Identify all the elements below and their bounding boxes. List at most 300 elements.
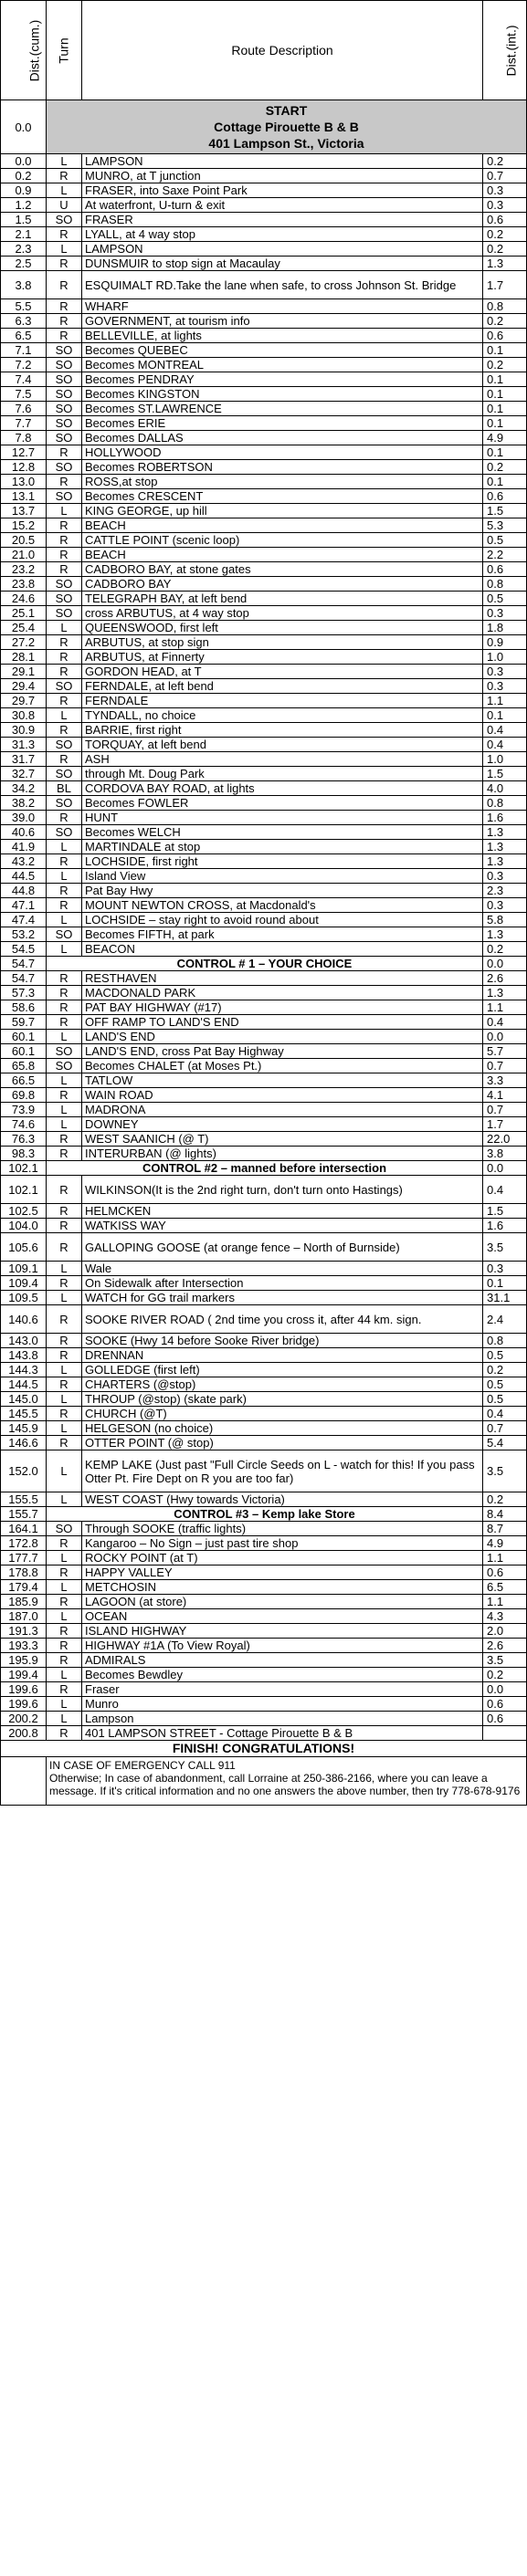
cum-distance: 44.5 <box>1 869 47 884</box>
turn-direction: R <box>47 884 82 898</box>
interval-distance: 0.6 <box>483 1712 527 1726</box>
route-row <box>1 1624 527 1639</box>
turn-direction: R <box>47 299 82 314</box>
route-description: WAIN ROAD <box>82 1088 483 1103</box>
route-description: SOOKE RIVER ROAD ( 2nd time you cross it, after 44 km. sign. <box>82 1305 483 1334</box>
route-description: FRASER <box>82 213 483 227</box>
route-row <box>1 504 527 518</box>
start-cell <box>47 100 527 154</box>
route-description: TATLOW <box>82 1073 483 1088</box>
interval-distance: 3.5 <box>483 1233 527 1262</box>
interval-distance: 1.5 <box>483 767 527 781</box>
route-description: ARBUTUS, at Finnerty <box>82 650 483 665</box>
cum-distance: 27.2 <box>1 635 47 650</box>
cum-distance: 199.6 <box>1 1697 47 1712</box>
turn-direction: R <box>47 445 82 460</box>
route-row <box>1 1000 527 1015</box>
interval-distance: 0.4 <box>483 738 527 752</box>
turn-direction: L <box>47 1668 82 1682</box>
turn-direction: L <box>47 1073 82 1088</box>
turn-direction: SO <box>47 738 82 752</box>
route-description: LAMPSON <box>82 242 483 257</box>
interval-distance: 0.4 <box>483 723 527 738</box>
route-description: Fraser <box>82 1682 483 1697</box>
interval-distance: 0.6 <box>483 213 527 227</box>
interval-distance: 6.5 <box>483 1580 527 1595</box>
route-row <box>1 213 527 227</box>
route-row <box>1 1726 527 1741</box>
cum-distance: 102.1 <box>1 1161 47 1176</box>
turn-direction: R <box>47 986 82 1000</box>
route-row <box>1 1492 527 1507</box>
route-row <box>1 489 527 504</box>
turn-direction: R <box>47 329 82 343</box>
turn-direction: R <box>47 533 82 548</box>
route-description: HAPPY VALLEY <box>82 1565 483 1580</box>
cum-distance: 54.5 <box>1 942 47 957</box>
cum-distance: 54.7 <box>1 957 47 971</box>
route-description: On Sidewalk after Intersection <box>82 1276 483 1291</box>
route-row <box>1 606 527 621</box>
turn-direction: R <box>47 1132 82 1147</box>
interval-distance: 0.2 <box>483 154 527 169</box>
cum-distance: 7.1 <box>1 343 47 358</box>
cum-distance: 193.3 <box>1 1639 47 1653</box>
cum-distance: 30.9 <box>1 723 47 738</box>
interval-distance: 0.2 <box>483 942 527 957</box>
route-row <box>1 913 527 927</box>
route-row <box>1 971 527 986</box>
route-row <box>1 884 527 898</box>
route-row <box>1 1147 527 1161</box>
interval-distance: 0.9 <box>483 635 527 650</box>
route-description: Island View <box>82 869 483 884</box>
route-description: Becomes KINGSTON <box>82 387 483 402</box>
cum-distance: 7.4 <box>1 372 47 387</box>
turn-direction: SO <box>47 767 82 781</box>
route-description: CATTLE POINT (scenic loop) <box>82 533 483 548</box>
turn-direction: R <box>47 1348 82 1363</box>
cum-distance: 1.5 <box>1 213 47 227</box>
control-checkpoint: CONTROL #2 – manned before intersection <box>47 1161 483 1176</box>
turn-direction: R <box>47 1639 82 1653</box>
cum-distance: 98.3 <box>1 1147 47 1161</box>
interval-distance: 0.3 <box>483 898 527 913</box>
route-row <box>1 811 527 825</box>
cum-distance: 57.3 <box>1 986 47 1000</box>
cum-distance: 20.5 <box>1 533 47 548</box>
turn-direction: R <box>47 635 82 650</box>
route-row <box>1 460 527 475</box>
route-row <box>1 1565 527 1580</box>
cum-distance: 7.8 <box>1 431 47 445</box>
route-description: TYNDALL, no choice <box>82 708 483 723</box>
route-row <box>1 577 527 592</box>
turn-direction: R <box>47 1436 82 1450</box>
route-description: OFF RAMP TO LAND'S END <box>82 1015 483 1030</box>
interval-distance: 31.1 <box>483 1291 527 1305</box>
route-description: WILKINSON(It is the 2nd right turn, don't turn onto Hastings) <box>82 1176 483 1204</box>
route-row <box>1 1377 527 1392</box>
route-description: QUEENSWOOD, first left <box>82 621 483 635</box>
cum-distance: 31.3 <box>1 738 47 752</box>
interval-distance: 0.0 <box>483 1682 527 1697</box>
interval-distance: 0.2 <box>483 1668 527 1682</box>
interval-distance: 0.1 <box>483 475 527 489</box>
route-description: LAGOON (at store) <box>82 1595 483 1609</box>
interval-distance: 0.3 <box>483 665 527 679</box>
route-description: BELLEVILLE, at lights <box>82 329 483 343</box>
interval-distance: 8.4 <box>483 1507 527 1522</box>
interval-distance: 0.8 <box>483 577 527 592</box>
cum-distance: 199.4 <box>1 1668 47 1682</box>
route-description: PAT BAY HIGHWAY (#17) <box>82 1000 483 1015</box>
route-description: LOCHSIDE – stay right to avoid round about <box>82 913 483 927</box>
route-description: GOVERNMENT, at tourism info <box>82 314 483 329</box>
cum-distance: 152.0 <box>1 1450 47 1492</box>
route-description: Wale <box>82 1262 483 1276</box>
cum-distance: 146.6 <box>1 1436 47 1450</box>
route-row <box>1 1059 527 1073</box>
cum-distance: 23.8 <box>1 577 47 592</box>
route-row <box>1 1262 527 1276</box>
cum-distance: 144.5 <box>1 1377 47 1392</box>
route-row <box>1 387 527 402</box>
route-row <box>1 562 527 577</box>
interval-distance: 1.1 <box>483 694 527 708</box>
finish-text: FINISH! CONGRATULATIONS! <box>1 1741 527 1757</box>
route-row <box>1 475 527 489</box>
start-row <box>1 100 527 154</box>
route-row <box>1 372 527 387</box>
route-description: Becomes FOWLER <box>82 796 483 811</box>
cum-distance: 65.8 <box>1 1059 47 1073</box>
route-description: CADBORO BAY, at stone gates <box>82 562 483 577</box>
interval-distance: 2.2 <box>483 548 527 562</box>
cum-distance: 104.0 <box>1 1219 47 1233</box>
cum-distance: 102.5 <box>1 1204 47 1219</box>
turn-direction: R <box>47 227 82 242</box>
route-row <box>1 1551 527 1565</box>
interval-distance: 0.2 <box>483 314 527 329</box>
start-title: START <box>265 103 308 118</box>
route-description: TELEGRAPH BAY, at left bend <box>82 592 483 606</box>
route-description: BEACH <box>82 518 483 533</box>
turn-direction: R <box>47 1276 82 1291</box>
route-description: KING GEORGE, up hill <box>82 504 483 518</box>
route-description: FERNDALE, at left bend <box>82 679 483 694</box>
turn-direction: SO <box>47 402 82 416</box>
cum-distance: 7.6 <box>1 402 47 416</box>
route-description: BEACON <box>82 942 483 957</box>
cum-distance: 0.9 <box>1 183 47 198</box>
interval-distance: 0.6 <box>483 329 527 343</box>
cum-distance: 32.7 <box>1 767 47 781</box>
cum-distance: 41.9 <box>1 840 47 854</box>
cum-distance: 144.3 <box>1 1363 47 1377</box>
route-row <box>1 1088 527 1103</box>
cum-distance: 185.9 <box>1 1595 47 1609</box>
interval-distance: 0.4 <box>483 1407 527 1421</box>
route-row <box>1 650 527 665</box>
route-description: MADRONA <box>82 1103 483 1117</box>
start-address: 401 Lampson St., Victoria <box>208 136 364 151</box>
route-description: Becomes QUEBEC <box>82 343 483 358</box>
header-row <box>1 1 527 100</box>
route-description: LOCHSIDE, first right <box>82 854 483 869</box>
cum-distance: 58.6 <box>1 1000 47 1015</box>
route-description: Becomes PENDRAY <box>82 372 483 387</box>
route-row <box>1 358 527 372</box>
route-description: ROSS,at stop <box>82 475 483 489</box>
route-description: MUNRO, at T junction <box>82 169 483 183</box>
cum-distance: 155.7 <box>1 1507 47 1522</box>
turn-direction: R <box>47 271 82 299</box>
route-description: HOLLYWOOD <box>82 445 483 460</box>
interval-distance: 5.3 <box>483 518 527 533</box>
route-row <box>1 299 527 314</box>
turn-direction: SO <box>47 796 82 811</box>
route-description: ARBUTUS, at stop sign <box>82 635 483 650</box>
interval-distance: 1.7 <box>483 1117 527 1132</box>
cum-distance: 7.5 <box>1 387 47 402</box>
route-row <box>1 840 527 854</box>
cum-distance: 21.0 <box>1 548 47 562</box>
cum-distance: 2.1 <box>1 227 47 242</box>
route-row <box>1 752 527 767</box>
route-row <box>1 329 527 343</box>
turn-direction: SO <box>47 460 82 475</box>
turn-direction: SO <box>47 679 82 694</box>
interval-distance: 4.0 <box>483 781 527 796</box>
route-description: THROUP (@stop) (skate park) <box>82 1392 483 1407</box>
interval-distance: 22.0 <box>483 1132 527 1147</box>
interval-distance: 0.8 <box>483 299 527 314</box>
turn-direction: SO <box>47 577 82 592</box>
interval-distance: 0.0 <box>483 1030 527 1044</box>
cum-distance: 59.7 <box>1 1015 47 1030</box>
turn-direction: U <box>47 198 82 213</box>
route-row <box>1 169 527 183</box>
route-row <box>1 1392 527 1407</box>
interval-distance: 0.8 <box>483 796 527 811</box>
control-checkpoint: CONTROL # 1 – YOUR CHOICE <box>47 957 483 971</box>
cum-distance: 34.2 <box>1 781 47 796</box>
turn-direction: R <box>47 723 82 738</box>
turn-direction: L <box>47 1262 82 1276</box>
turn-direction: R <box>47 665 82 679</box>
cum-distance: 28.1 <box>1 650 47 665</box>
interval-distance: 0.2 <box>483 1492 527 1507</box>
control-checkpoint: CONTROL #3 – Kemp lake Store <box>47 1507 483 1522</box>
turn-direction: R <box>47 1565 82 1580</box>
turn-direction: L <box>47 708 82 723</box>
turn-direction: R <box>47 1624 82 1639</box>
route-row <box>1 1103 527 1117</box>
turn-direction: L <box>47 621 82 635</box>
route-row <box>1 257 527 271</box>
route-row <box>1 592 527 606</box>
route-row <box>1 869 527 884</box>
turn-direction: R <box>47 898 82 913</box>
interval-distance: 0.1 <box>483 445 527 460</box>
route-row <box>1 927 527 942</box>
interval-distance: 0.5 <box>483 592 527 606</box>
cum-distance: 60.1 <box>1 1044 47 1059</box>
interval-distance: 1.3 <box>483 257 527 271</box>
turn-direction: L <box>47 504 82 518</box>
route-row <box>1 1536 527 1551</box>
cum-distance: 143.8 <box>1 1348 47 1363</box>
interval-distance: 0.1 <box>483 1276 527 1291</box>
cum-distance: 29.7 <box>1 694 47 708</box>
route-row <box>1 1712 527 1726</box>
route-row <box>1 1609 527 1624</box>
route-description: CADBORO BAY <box>82 577 483 592</box>
interval-distance: 1.5 <box>483 504 527 518</box>
route-description: Becomes Bewdley <box>82 1668 483 1682</box>
cum-distance: 38.2 <box>1 796 47 811</box>
turn-direction: L <box>47 1117 82 1132</box>
turn-direction: L <box>47 1363 82 1377</box>
turn-direction: L <box>47 942 82 957</box>
turn-direction: R <box>47 1204 82 1219</box>
route-description: WEST COAST (Hwy towards Victoria) <box>82 1492 483 1507</box>
cum-distance: 15.2 <box>1 518 47 533</box>
cum-distance: 73.9 <box>1 1103 47 1117</box>
turn-direction: L <box>47 242 82 257</box>
route-description: KEMP LAKE (Just past "Full Circle Seeds on L - watch for this! If you pass Otter Pt. Fire Dept on R you are too far) <box>82 1450 483 1492</box>
cum-distance: 25.1 <box>1 606 47 621</box>
interval-distance: 1.7 <box>483 271 527 299</box>
turn-direction: L <box>47 1392 82 1407</box>
cum-distance: 30.8 <box>1 708 47 723</box>
interval-distance: 0.3 <box>483 198 527 213</box>
cum-distance: 43.2 <box>1 854 47 869</box>
cum-distance: 0.0 <box>1 154 47 169</box>
route-description: ASH <box>82 752 483 767</box>
interval-distance: 1.3 <box>483 986 527 1000</box>
route-description: GALLOPING GOOSE (at orange fence – North of Burnside) <box>82 1233 483 1262</box>
turn-direction: R <box>47 1233 82 1262</box>
interval-distance: 0.5 <box>483 1348 527 1363</box>
route-row <box>1 533 527 548</box>
route-row <box>1 665 527 679</box>
route-description: ESQUIMALT RD.Take the lane when safe, to cross Johnson St. Bridge <box>82 271 483 299</box>
header-route-description: Route Description <box>82 1 483 100</box>
route-description: ROCKY POINT (at T) <box>82 1551 483 1565</box>
interval-distance: 1.1 <box>483 1595 527 1609</box>
cum-distance: 29.4 <box>1 679 47 694</box>
turn-direction: L <box>47 913 82 927</box>
cum-distance: 199.6 <box>1 1682 47 1697</box>
route-row <box>1 825 527 840</box>
interval-distance: 0.4 <box>483 1015 527 1030</box>
route-row <box>1 957 527 971</box>
turn-direction: L <box>47 1421 82 1436</box>
turn-direction: L <box>47 1030 82 1044</box>
turn-direction: R <box>47 694 82 708</box>
route-row <box>1 343 527 358</box>
interval-distance: 0.1 <box>483 708 527 723</box>
interval-distance: 1.1 <box>483 1000 527 1015</box>
route-description: Kangaroo – No Sign – just past tire shop <box>82 1536 483 1551</box>
interval-distance: 3.8 <box>483 1147 527 1161</box>
turn-direction: L <box>47 1712 82 1726</box>
route-description: OCEAN <box>82 1609 483 1624</box>
interval-distance: 1.3 <box>483 840 527 854</box>
interval-distance: 2.3 <box>483 884 527 898</box>
route-description: FRASER, into Saxe Point Park <box>82 183 483 198</box>
route-description: LYALL, at 4 way stop <box>82 227 483 242</box>
turn-direction: R <box>47 1653 82 1668</box>
route-description: CHURCH (@T) <box>82 1407 483 1421</box>
route-row <box>1 1132 527 1147</box>
interval-distance: 0.1 <box>483 402 527 416</box>
route-row <box>1 1015 527 1030</box>
route-description: GORDON HEAD, at T <box>82 665 483 679</box>
turn-direction: R <box>47 1595 82 1609</box>
turn-direction: R <box>47 1176 82 1204</box>
route-description: DOWNEY <box>82 1117 483 1132</box>
cum-distance: 2.3 <box>1 242 47 257</box>
interval-distance: 1.0 <box>483 650 527 665</box>
turn-direction: R <box>47 650 82 665</box>
route-row <box>1 1507 527 1522</box>
turn-direction: R <box>47 1147 82 1161</box>
route-description: CHARTERS (@stop) <box>82 1377 483 1392</box>
interval-distance: 2.6 <box>483 971 527 986</box>
header-turn: Turn <box>47 1 82 100</box>
turn-direction: R <box>47 169 82 183</box>
route-description: HELMCKEN <box>82 1204 483 1219</box>
route-row <box>1 1421 527 1436</box>
cum-distance: 47.1 <box>1 898 47 913</box>
route-row <box>1 154 527 169</box>
emergency-note: IN CASE OF EMERGENCY CALL 911 Otherwise; In case of abandonment, call Lorraine at 250-386-2166, where you can leave a message. If it's critical information and no one answers the above number, then try 778-678-9176 <box>47 1757 527 1806</box>
route-description: Becomes CHALET (at Moses Pt.) <box>82 1059 483 1073</box>
interval-distance: 3.5 <box>483 1450 527 1492</box>
interval-distance: 4.3 <box>483 1609 527 1624</box>
route-description: Through SOOKE (traffic lights) <box>82 1522 483 1536</box>
route-description: BEACH <box>82 548 483 562</box>
route-row <box>1 1363 527 1377</box>
start-dist: 0.0 <box>1 100 47 154</box>
route-row <box>1 1522 527 1536</box>
interval-distance: 0.3 <box>483 183 527 198</box>
interval-distance: 1.3 <box>483 854 527 869</box>
turn-direction: SO <box>47 1059 82 1073</box>
interval-distance: 0.2 <box>483 227 527 242</box>
interval-distance: 0.2 <box>483 242 527 257</box>
route-description: FERNDALE <box>82 694 483 708</box>
turn-direction: R <box>47 1000 82 1015</box>
interval-distance: 4.9 <box>483 1536 527 1551</box>
interval-distance: 5.4 <box>483 1436 527 1450</box>
interval-distance: 0.3 <box>483 679 527 694</box>
turn-direction: SO <box>47 1044 82 1059</box>
route-row <box>1 1653 527 1668</box>
cum-distance: 13.0 <box>1 475 47 489</box>
route-row <box>1 986 527 1000</box>
interval-distance: 0.7 <box>483 1059 527 1073</box>
cum-distance: 164.1 <box>1 1522 47 1536</box>
turn-direction: R <box>47 314 82 329</box>
interval-distance: 0.4 <box>483 1176 527 1204</box>
cum-distance: 145.5 <box>1 1407 47 1421</box>
interval-distance: 0.7 <box>483 169 527 183</box>
emergency-note-row <box>1 1757 527 1806</box>
